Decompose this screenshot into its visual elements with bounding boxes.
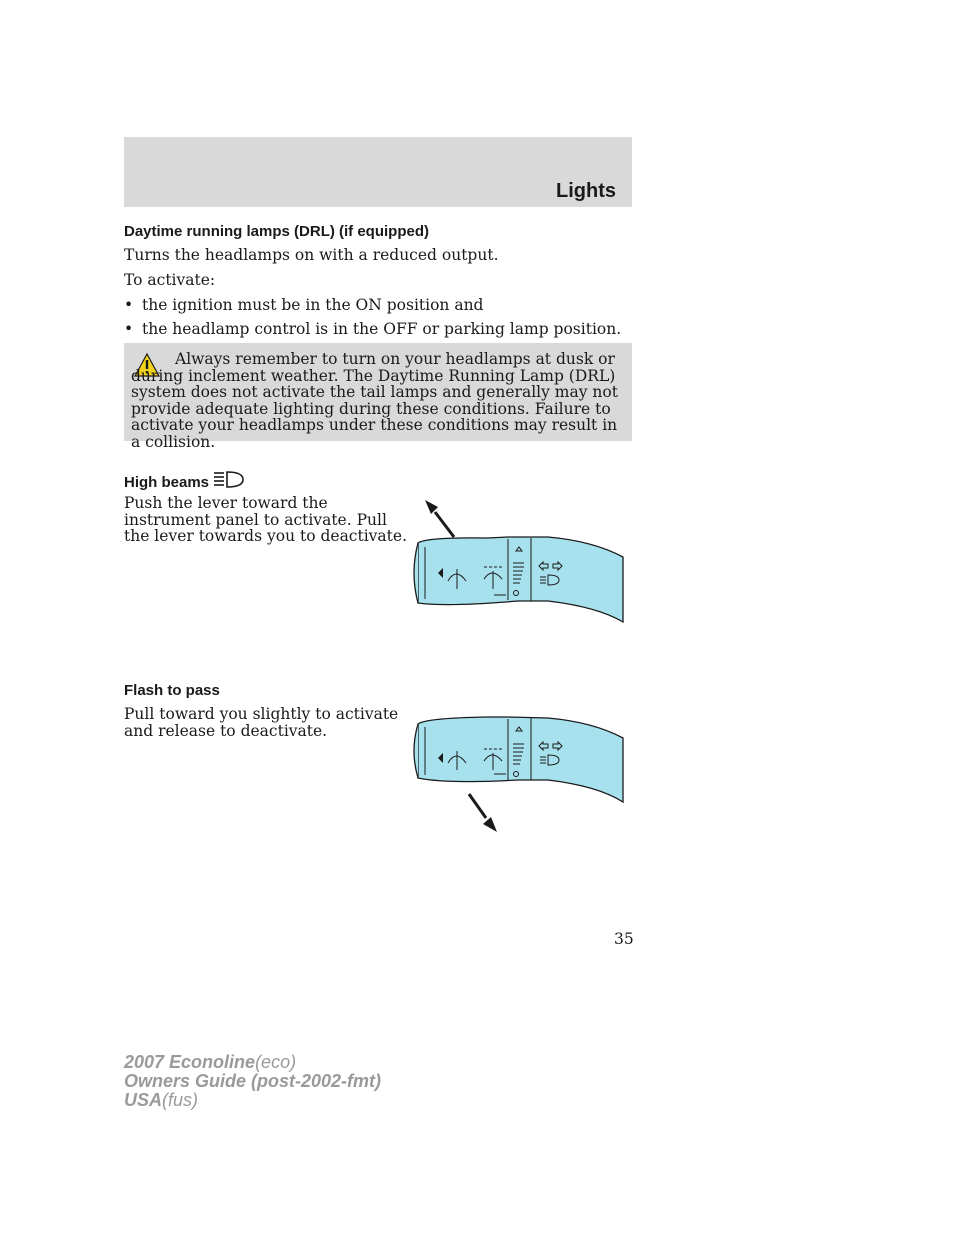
drl-to-activate: To activate:: [124, 271, 216, 289]
drl-heading: Daytime running lamps (DRL) (if equipped): [124, 223, 430, 240]
header-band: [124, 137, 632, 207]
footer: 2007 Econoline(eco) Owners Guide (post-2002-fmt) USA(fus): [124, 1052, 382, 1110]
warning-box: [124, 343, 632, 451]
lever-illustration-high-beams: [408, 497, 626, 637]
high-beam-icon: [213, 470, 245, 490]
warning-text: Always remember to turn on your headlamps at dusk or during inclement weather. The Daytime Running Lamp (DRL) system does not activate the tail lamps and generally may not provide adequate lighting during these conditions. Failure to activate your headlamps under these conditions may result in a collision.: [131, 350, 618, 451]
section-title: Lights: [556, 180, 616, 202]
list-item: • the ignition must be in the ON position and: [124, 296, 484, 314]
high-beams-heading: High beams: [124, 470, 245, 491]
list-item: • the headlamp control is in the OFF or parking lamp position.: [124, 320, 622, 338]
flash-to-pass-heading: Flash to pass: [124, 682, 220, 699]
drl-intro: Turns the headlamps on with a reduced output.: [124, 246, 499, 264]
high-beams-body: Push the lever toward the instrument panel to activate. Pull the lever towards you to deactivate.: [124, 494, 408, 545]
page-number: 35: [614, 930, 634, 948]
lever-illustration-flash-to-pass: [408, 700, 626, 840]
flash-to-pass-body: Pull toward you slightly to activate and release to deactivate.: [124, 705, 399, 740]
